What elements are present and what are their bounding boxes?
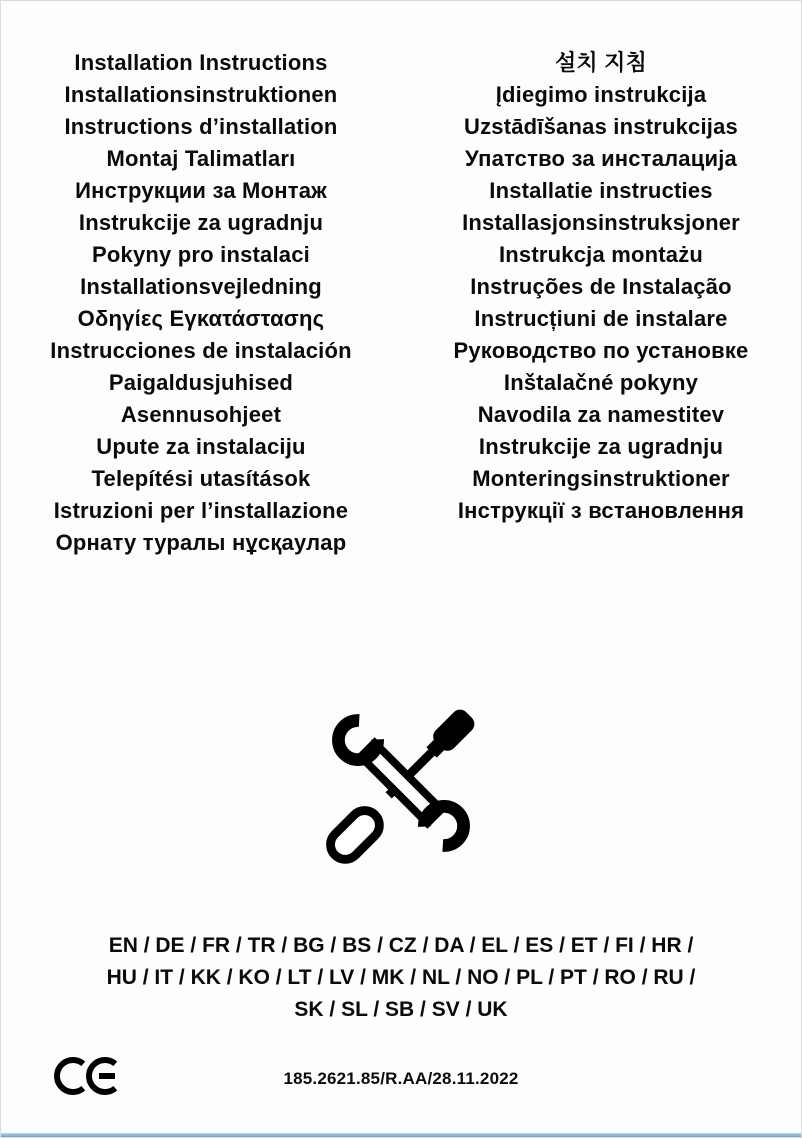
title-hr: Upute za instalaciju <box>96 434 306 459</box>
title-pt: Instruções de Instalação <box>470 274 732 299</box>
title-el: Οδηγίες Εγκατάστασης <box>77 306 325 331</box>
title-ro: Instrucțiuni de instalare <box>474 306 728 331</box>
title-no: Installasjonsinstruksjoner <box>462 210 740 235</box>
language-code-list <box>1 930 801 1026</box>
title-es: Instrucciones de instalación <box>50 338 352 363</box>
title-lt: Įdiegimo instrukcija <box>495 82 707 107</box>
title-ko: 설치 지침 <box>554 50 648 75</box>
title-sl: Navodila za namestitev <box>477 402 725 427</box>
title-uk: Інструкції з встановлення <box>457 498 745 523</box>
title-lv: Uzstādīšanas instrukcijas <box>463 114 738 139</box>
title-da: Installationsvejledning <box>80 274 322 299</box>
title-de: Installationsinstruktionen <box>64 82 338 107</box>
title-bg: Инструкции за Монтаж <box>75 178 327 203</box>
title-fi: Asennusohjeet <box>120 402 282 427</box>
title-pl: Instrukcja montażu <box>498 242 704 267</box>
title-nl: Installatie instructies <box>489 178 713 203</box>
sleeve-shape <box>324 804 385 865</box>
page-footer <box>1 1047 801 1111</box>
page-bottom-edge <box>1 1133 801 1137</box>
title-it: Istruzioni per l’installazione <box>53 498 349 523</box>
title-bs: Instrukcije za ugradnju <box>78 210 324 235</box>
title-column-right <box>401 47 801 559</box>
title-sb: Instrukcije za ugradnju <box>478 434 724 459</box>
title-en: Installation Instructions <box>74 50 328 75</box>
document-number: 185.2621.85/R.AA/28.11.2022 <box>283 1069 519 1088</box>
language-codes-line-3: SK / SL / SB / SV / UK <box>294 998 508 1021</box>
language-codes-line-1: EN / DE / FR / TR / BG / BS / CZ / DA / EL / ES / ET / FI / HR / <box>108 934 694 957</box>
wrench-and-screwdriver-icon <box>303 685 499 886</box>
title-cz: Pokyny pro instalaci <box>92 242 310 267</box>
title-et: Paigaldusjuhised <box>108 370 294 395</box>
title-sv: Monteringsinstruktioner <box>472 466 730 491</box>
title-ru: Руководство по установке <box>453 338 749 363</box>
title-fr: Instructions d’installation <box>64 114 338 139</box>
title-tr: Montaj Talimatları <box>106 146 296 171</box>
title-sk: Inštalačné pokyny <box>503 370 699 395</box>
title-mk: Упатство за инсталација <box>465 146 737 171</box>
multilingual-title-block <box>1 1 801 559</box>
title-hu: Telepítési utasítások <box>91 466 311 491</box>
title-column-left <box>1 47 401 559</box>
language-codes-line-2: HU / IT / KK / KO / LT / LV / MK / NL / NO / PL / PT / RO / RU / <box>106 966 696 989</box>
title-kk: Орнату туралы нұсқаулар <box>55 530 347 555</box>
tools-illustration-row <box>1 685 801 886</box>
